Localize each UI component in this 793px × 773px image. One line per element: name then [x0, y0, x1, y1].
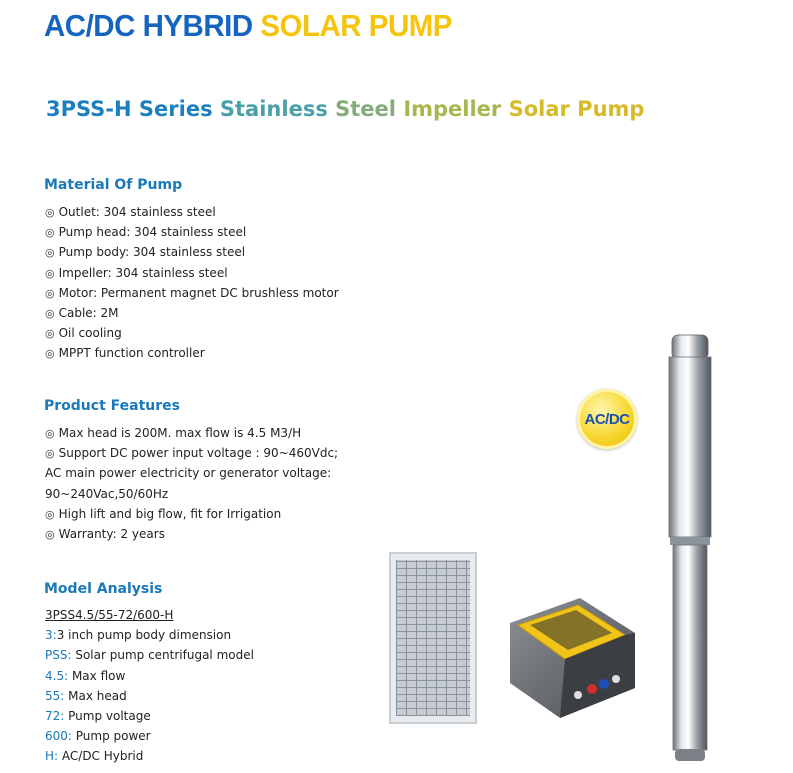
white-terminal-icon [612, 675, 620, 683]
bullet-icon: ◎ [45, 327, 55, 341]
list-item [45, 504, 338, 524]
list-item [45, 303, 339, 323]
features-list [45, 423, 338, 544]
subtitle-part-2: Stainless [219, 97, 328, 121]
features-heading: Product Features [44, 398, 180, 414]
bullet-icon: ◎ [45, 206, 55, 219]
model-desc: Max flow [68, 668, 126, 683]
model-heading: Model Analysis [44, 581, 163, 597]
model-row [45, 625, 254, 645]
model-row [45, 706, 254, 726]
model-key: 4.5: [45, 668, 69, 683]
solar-cells [396, 560, 470, 716]
feature-item: Support DC power input voltage : 90~460Vdc; [58, 446, 339, 461]
model-desc: AC/DC Hybrid [58, 749, 144, 764]
material-item: Outlet: 304 stainless steel [58, 205, 216, 219]
material-list [45, 202, 339, 364]
model-key: PSS: [45, 648, 72, 663]
page-subtitle [46, 97, 644, 121]
bullet-icon: ◎ [45, 507, 55, 521]
list-item [45, 443, 338, 463]
ac-dc-badge [577, 389, 637, 449]
model-key: H: [45, 749, 59, 764]
feature-item: Warranty: 2 years [58, 526, 165, 541]
bullet-icon: ◎ [45, 306, 55, 320]
material-heading: Material Of Pump [44, 177, 183, 193]
feature-continuation: AC main power electricity or generator voltage: [45, 466, 332, 481]
bullet-icon: ◎ [45, 427, 55, 440]
model-list [45, 605, 254, 767]
material-item: Cable: 2M [58, 305, 119, 320]
list-item [45, 343, 339, 363]
white-terminal-icon [574, 691, 582, 699]
feature-continuation: 90~240Vac,50/60Hz [45, 486, 169, 501]
list-item [45, 283, 339, 303]
model-key: 3: [45, 628, 57, 643]
feature-item: Max head is 200M. max flow is 4.5 M3/H [58, 426, 302, 440]
subtitle-part-3: Steel [335, 97, 396, 121]
list-item [45, 323, 339, 343]
model-desc: Pump power [71, 729, 151, 744]
model-key: 72: [45, 708, 65, 723]
pump-coupling [670, 537, 710, 545]
pump-image [664, 333, 716, 763]
model-desc: Max head [64, 688, 127, 703]
feature-item: High lift and big flow, fit for Irrigation [58, 506, 282, 521]
model-desc: Solar pump centrifugal model [71, 648, 254, 663]
list-item [45, 423, 338, 443]
list-item [45, 263, 339, 283]
subtitle-part-4: Impeller [403, 97, 502, 121]
pump-base [675, 749, 705, 761]
material-item: Pump body: 304 stainless steel [58, 245, 246, 260]
model-desc: 3 inch pump body dimension [56, 628, 232, 643]
solar-panel-image [389, 552, 477, 724]
bullet-icon: ◎ [45, 447, 55, 461]
material-item: Impeller: 304 stainless steel [58, 265, 228, 280]
bullet-icon: ◎ [45, 226, 55, 240]
model-row [45, 726, 254, 746]
bullet-icon: ◎ [45, 347, 55, 361]
list-item [45, 222, 339, 242]
bullet-icon: ◎ [45, 527, 55, 541]
title-part-1: AC/DC HYBRID [44, 8, 253, 43]
pump-motor-section [673, 545, 707, 750]
model-row [45, 645, 254, 665]
pump-outlet [672, 335, 708, 359]
red-terminal-icon [587, 684, 597, 694]
badge-label: AC/DC [584, 410, 630, 428]
material-item: Pump head: 304 stainless steel [58, 225, 247, 240]
list-item [45, 202, 339, 222]
model-row [45, 666, 254, 686]
controller-image [500, 593, 642, 723]
model-key: 600: [45, 729, 72, 744]
page-title [44, 8, 452, 44]
blue-terminal-icon [599, 679, 609, 689]
bullet-icon: ◎ [45, 246, 55, 260]
bullet-icon: ◎ [45, 286, 55, 300]
list-item [45, 242, 339, 262]
subtitle-part-1: 3PSS-H Series [46, 97, 213, 121]
model-desc: Pump voltage [64, 708, 151, 723]
bullet-icon: ◎ [45, 266, 55, 280]
model-row [45, 686, 254, 706]
material-item: Oil cooling [58, 326, 122, 341]
title-part-2: SOLAR PUMP [260, 8, 452, 43]
material-item: MPPT function controller [58, 346, 205, 361]
model-key: 55: [45, 688, 65, 703]
subtitle-part-5: Solar Pump [508, 97, 645, 121]
model-code: 3PSS4.5/55-72/600-H [45, 608, 174, 622]
list-item [45, 524, 338, 544]
model-row [45, 746, 254, 766]
material-item: Motor: Permanent magnet DC brushless motor [58, 285, 339, 300]
pump-head-section [669, 357, 711, 537]
